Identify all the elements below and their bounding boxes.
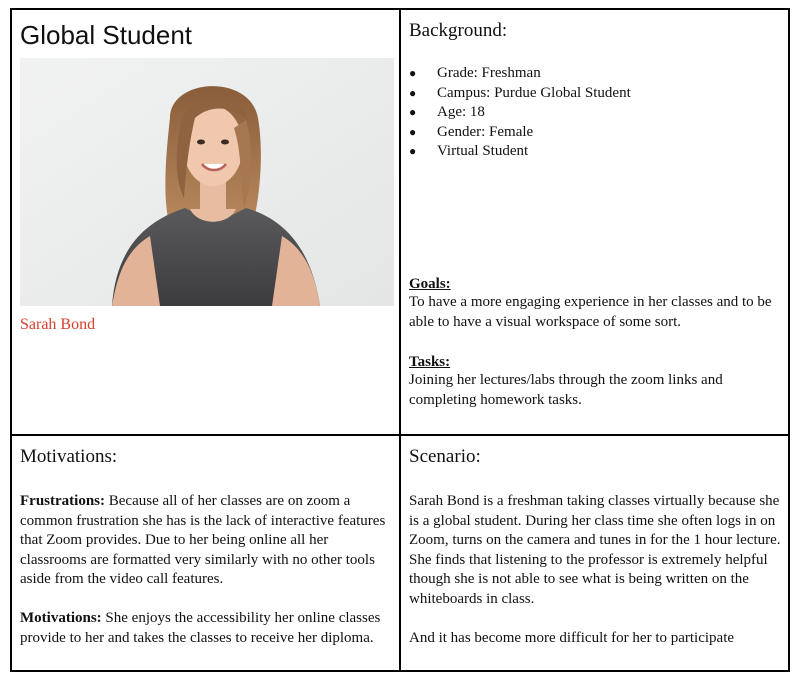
list-item: ● Age: 18 bbox=[409, 103, 631, 123]
background-cell bbox=[401, 10, 790, 436]
tasks-text: Joining her lectures/labs through the zoom links and completing homework tasks. bbox=[409, 372, 723, 408]
motivations-body bbox=[20, 492, 392, 668]
scenario-paragraph-1: Sarah Bond is a freshman taking classes virtually because she is a global student. During her class time she often logs in on Zoom, turns on the camera and tunes in for the 1 hour lecture. She finds that listening to the professor is extremely helpful though she is not able to see what is being written on the whiteboards in class. bbox=[409, 493, 781, 607]
scenario-body bbox=[409, 492, 781, 668]
motivations-cell bbox=[12, 436, 401, 670]
motivations-heading: Motivations: bbox=[20, 446, 118, 467]
persona-cell bbox=[12, 10, 401, 436]
list-item: ● Gender: Female bbox=[409, 123, 631, 143]
frustrations-paragraph bbox=[20, 492, 392, 590]
persona-title: Global Student bbox=[20, 20, 193, 50]
tasks-section bbox=[409, 354, 779, 410]
frustrations-label: Frustrations: bbox=[20, 493, 105, 509]
tasks-heading: Tasks: bbox=[409, 354, 451, 370]
scenario-paragraph-2: And it has become more difficult for her to participate bbox=[409, 629, 735, 646]
persona-card bbox=[10, 8, 790, 672]
background-heading: Background: bbox=[409, 20, 508, 41]
scenario-heading: Scenario: bbox=[409, 446, 481, 467]
frustrations-text: Because all of her classes are on zoom a common frustration she has is the lack of interactive features that Zoom provides. Due to her being online all her classrooms are formatted very similarly with no other tools aside from the video call features. bbox=[20, 493, 386, 587]
persona-photo bbox=[20, 58, 394, 306]
goals-heading: Goals: bbox=[409, 276, 451, 292]
goals-text: To have a more engaging experience in her classes and to be able to have a visual workspace of some sort. bbox=[409, 294, 772, 330]
persona-name: Sarah Bond bbox=[20, 316, 96, 333]
motivations-text: She enjoys the accessibility her online classes provide to her and takes the classes to receive her diploma. bbox=[20, 610, 381, 646]
portrait-illustration bbox=[20, 58, 394, 306]
list-item: ● Virtual Student bbox=[409, 142, 631, 162]
list-item: ● Grade: Freshman bbox=[409, 64, 631, 84]
background-list bbox=[409, 64, 631, 162]
list-item: ● Campus: Purdue Global Student bbox=[409, 84, 631, 104]
goals-section bbox=[409, 276, 779, 332]
scenario-cell bbox=[401, 436, 790, 670]
motivations-paragraph bbox=[20, 609, 392, 648]
motivations-label: Motivations: bbox=[20, 610, 102, 626]
